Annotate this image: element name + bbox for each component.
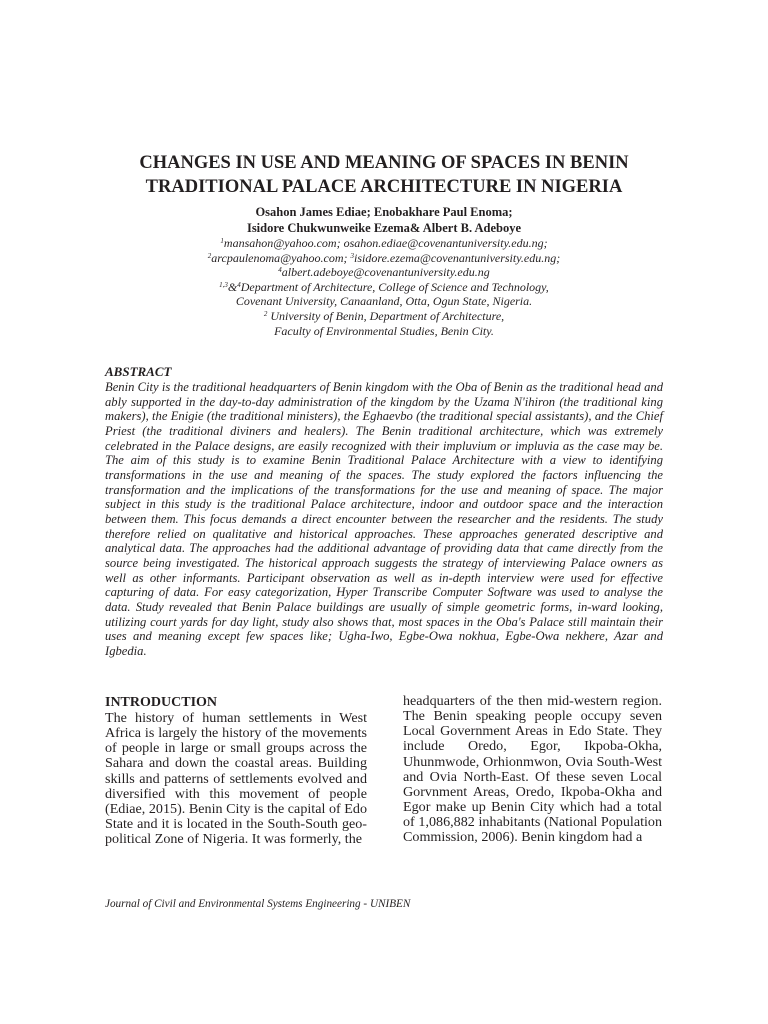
title-line-2: TRADITIONAL PALACE ARCHITECTURE IN NIGERIA bbox=[145, 177, 623, 197]
department-name: Department of Architecture, College of Science and Technology, bbox=[240, 279, 549, 294]
introduction-right-text: headquarters of the then mid-western region. The Benin speaking people occupy seven Local Government Areas in Edo State. They include Oredo, Egor, Ikpoba-Okha, Uhunmwode, Orhionmwon, Ovia South-West and Ovia North-East. Of these seven Local Gorvnment Areas, Oredo, Ikpoba-Okha and Egor make up Benin City which had a total of 1,086,882 inhabitants (National Population Commission, 2006). Benin kingdom had a bbox=[403, 693, 662, 846]
email-line-3 bbox=[60, 265, 708, 280]
dept-line-2: Covenant University, Canaanland, Otta, Ogun State, Nigeria. bbox=[235, 294, 533, 309]
superscript: 2 bbox=[207, 251, 212, 260]
email-line-1 bbox=[60, 236, 708, 251]
email-line-2 bbox=[60, 251, 708, 266]
author2-email: arcpaulenoma@yahoo.com; bbox=[211, 250, 351, 265]
authors-line-2: Isidore Chukwunweike Ezema& Albert B. Adeboye bbox=[246, 221, 522, 235]
superscript: 1,3 bbox=[219, 280, 228, 289]
left-column bbox=[105, 694, 367, 847]
uniben-line-1 bbox=[60, 309, 708, 324]
author3-email: isidore.ezema@covenantuniversity.edu.ng; bbox=[354, 250, 561, 265]
abstract-text: Benin City is the traditional headquarters of Benin kingdom with the Oba of Benin as the traditional head and ably supported in the day-to-day administration of the kingdom by the Uzama N'ihiron (the traditional king makers), the Enigie (the traditional ministers), the Eghaevbo (the traditional special assistants), and the Chief Priest (the traditional diviners and healers). The Benin traditional architecture, which was extremely celebrated in the Palace designs, are easily recognized with their impluvium or impluvia as the case may be. The aim of this study is to examine Benin Traditional Palace Architecture with a view to identifying transformations in the use and meaning of the spaces. The study explored the factors influencing the transformation and the implications of the transformations for the use and meaning of space. The major subject in this study is the traditional Palace architecture, indoor and outdoor space and the interaction between them. This focus demands a direct encounter between the researcher and the residents. The study therefore relied on qualitative and historical approaches. These approaches generated descriptive and analytical data. The approaches had the additional advantage of providing data that came directly from the source being investigated. The historical approach suggests the strategy of interviewing Palace owners as well as other informants. Participant observation as well as in-depth interview were used for effective capturing of data. For easy categorization, Hyper Transcribe Computer Software was used to analyse the data. Study revealed that Benin Palace buildings are usually of simple geometric forms, in-ward looking, utilizing court yards for day light, study also shows that, most spaces in the Oba's Palace still maintain their uses and meaning except few spaces like; Ugha-Iwo, Egbe-Owa nokhua, Egbe-Owa nekhere, Azar and Igbedia. bbox=[105, 380, 663, 658]
paper-title bbox=[60, 151, 708, 199]
ampersand: & bbox=[227, 279, 238, 294]
affiliations bbox=[60, 236, 708, 338]
right-column bbox=[403, 694, 662, 846]
author1-email: mansahon@yahoo.com; osahon.ediae@covenantuniversity.edu.ng; bbox=[223, 236, 548, 250]
superscript: 3 bbox=[350, 251, 354, 260]
introduction-left-text: The history of human settlements in West Africa is largely the history of the movements of people in large or small groups across the Sahara and down the coastal areas. Building skills and patterns of settlements evolved and diversified with this movement of people (Ediae, 2015). Benin City is the capital of Edo State and it is located in the South-South geo-political Zone of Nigeria. It was formerly, the bbox=[105, 710, 367, 848]
uniben-department: University of Benin, Department of Architecture, bbox=[267, 308, 505, 323]
superscript: 4 bbox=[278, 266, 282, 275]
introduction-heading: INTRODUCTION bbox=[105, 695, 218, 710]
superscript: 4 bbox=[237, 280, 241, 289]
title-line-1: CHANGES IN USE AND MEANING OF SPACES IN BENIN bbox=[139, 153, 629, 173]
authors-line-1: Osahon James Ediae; Enobakhare Paul Enoma; bbox=[255, 205, 513, 219]
author-list bbox=[60, 204, 708, 236]
uniben-line-2: Faculty of Environmental Studies, Benin City. bbox=[274, 323, 494, 338]
superscript: 1 bbox=[220, 237, 224, 245]
abstract-heading: ABSTRACT bbox=[105, 364, 172, 379]
superscript: 2 bbox=[263, 309, 268, 318]
author4-email: albert.adeboye@covenantuniversity.edu.ng bbox=[281, 265, 490, 280]
journal-footer: Journal of Civil and Environmental Systems Engineering - UNIBEN bbox=[105, 898, 411, 910]
dept-line-1 bbox=[60, 280, 708, 295]
